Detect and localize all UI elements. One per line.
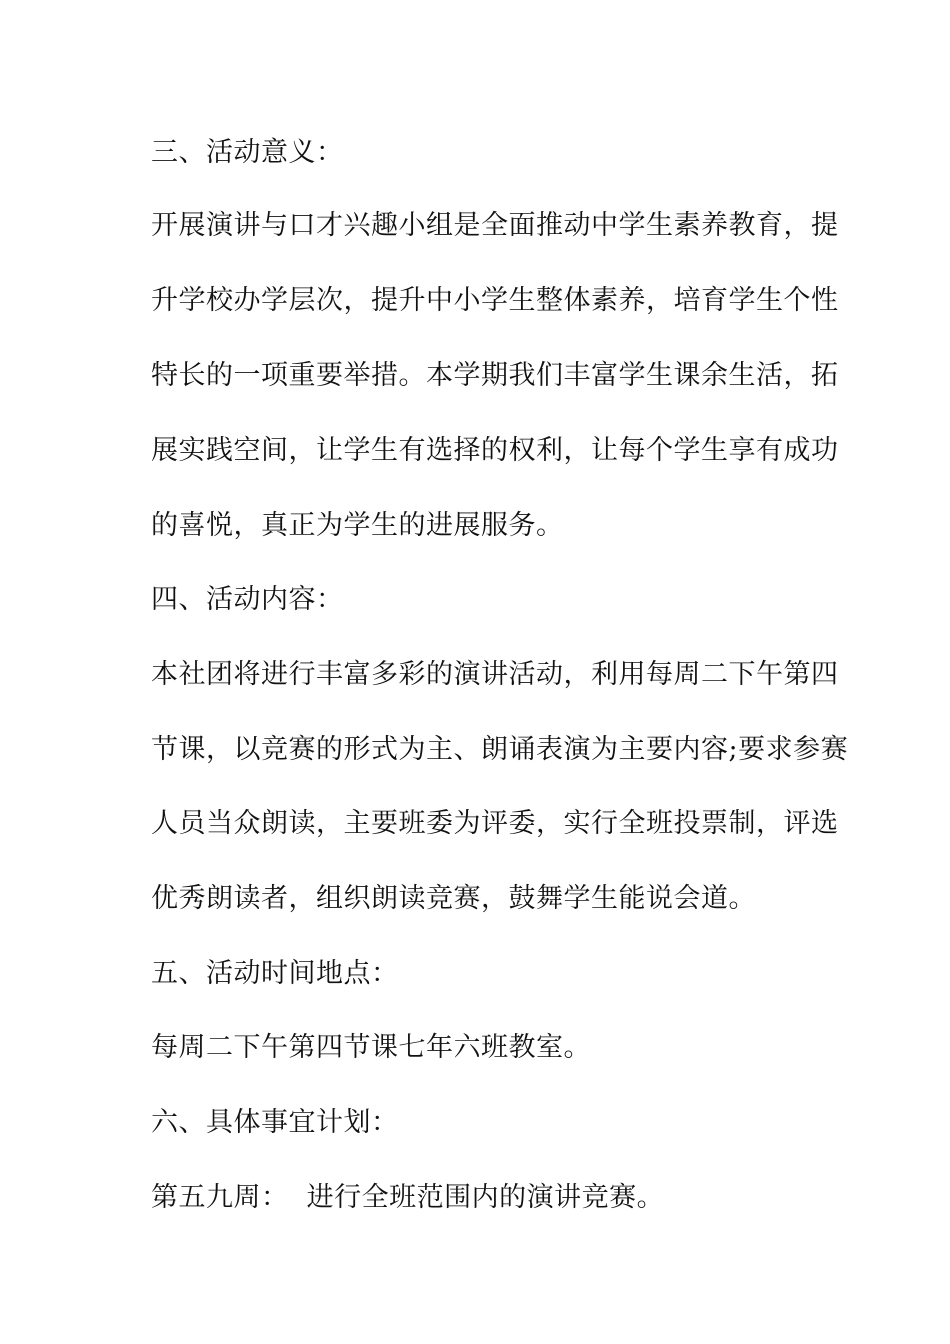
paragraph-line: 人员当众朗读，主要班委为评委，实行全班投票制，评选 bbox=[151, 808, 839, 839]
section-heading-content: 四、活动内容： bbox=[151, 584, 344, 615]
paragraph-line: 每周二下午第四节课七年六班教室。 bbox=[151, 1032, 591, 1063]
paragraph-line: 的喜悦，真正为学生的进展服务。 bbox=[151, 510, 564, 541]
paragraph-line: 第五九周： 进行全班范围内的演讲竞赛。 bbox=[151, 1182, 665, 1213]
section-heading-plan: 六、具体事宜计划： bbox=[151, 1107, 399, 1138]
paragraph-line: 本社团将进行丰富多彩的演讲活动，利用每周二下午第四 bbox=[151, 659, 839, 690]
section-heading-time-place: 五、活动时间地点： bbox=[151, 958, 399, 989]
paragraph-line: 升学校办学层次，提升中小学生整体素养，培育学生个性 bbox=[151, 285, 839, 316]
paragraph-line: 节课，以竞赛的形式为主、朗诵表演为主要内容;要求参赛 bbox=[151, 734, 849, 765]
paragraph-line: 优秀朗读者，组织朗读竞赛，鼓舞学生能说会道。 bbox=[151, 883, 756, 914]
paragraph-line: 特长的一项重要举措。本学期我们丰富学生课余生活，拓 bbox=[151, 360, 839, 391]
paragraph-line: 展实践空间，让学生有选择的权利，让每个学生享有成功 bbox=[151, 435, 839, 466]
section-heading-significance: 三、活动意义： bbox=[151, 137, 344, 168]
paragraph-line: 开展演讲与口才兴趣小组是全面推动中学生素养教育，提 bbox=[151, 210, 839, 241]
